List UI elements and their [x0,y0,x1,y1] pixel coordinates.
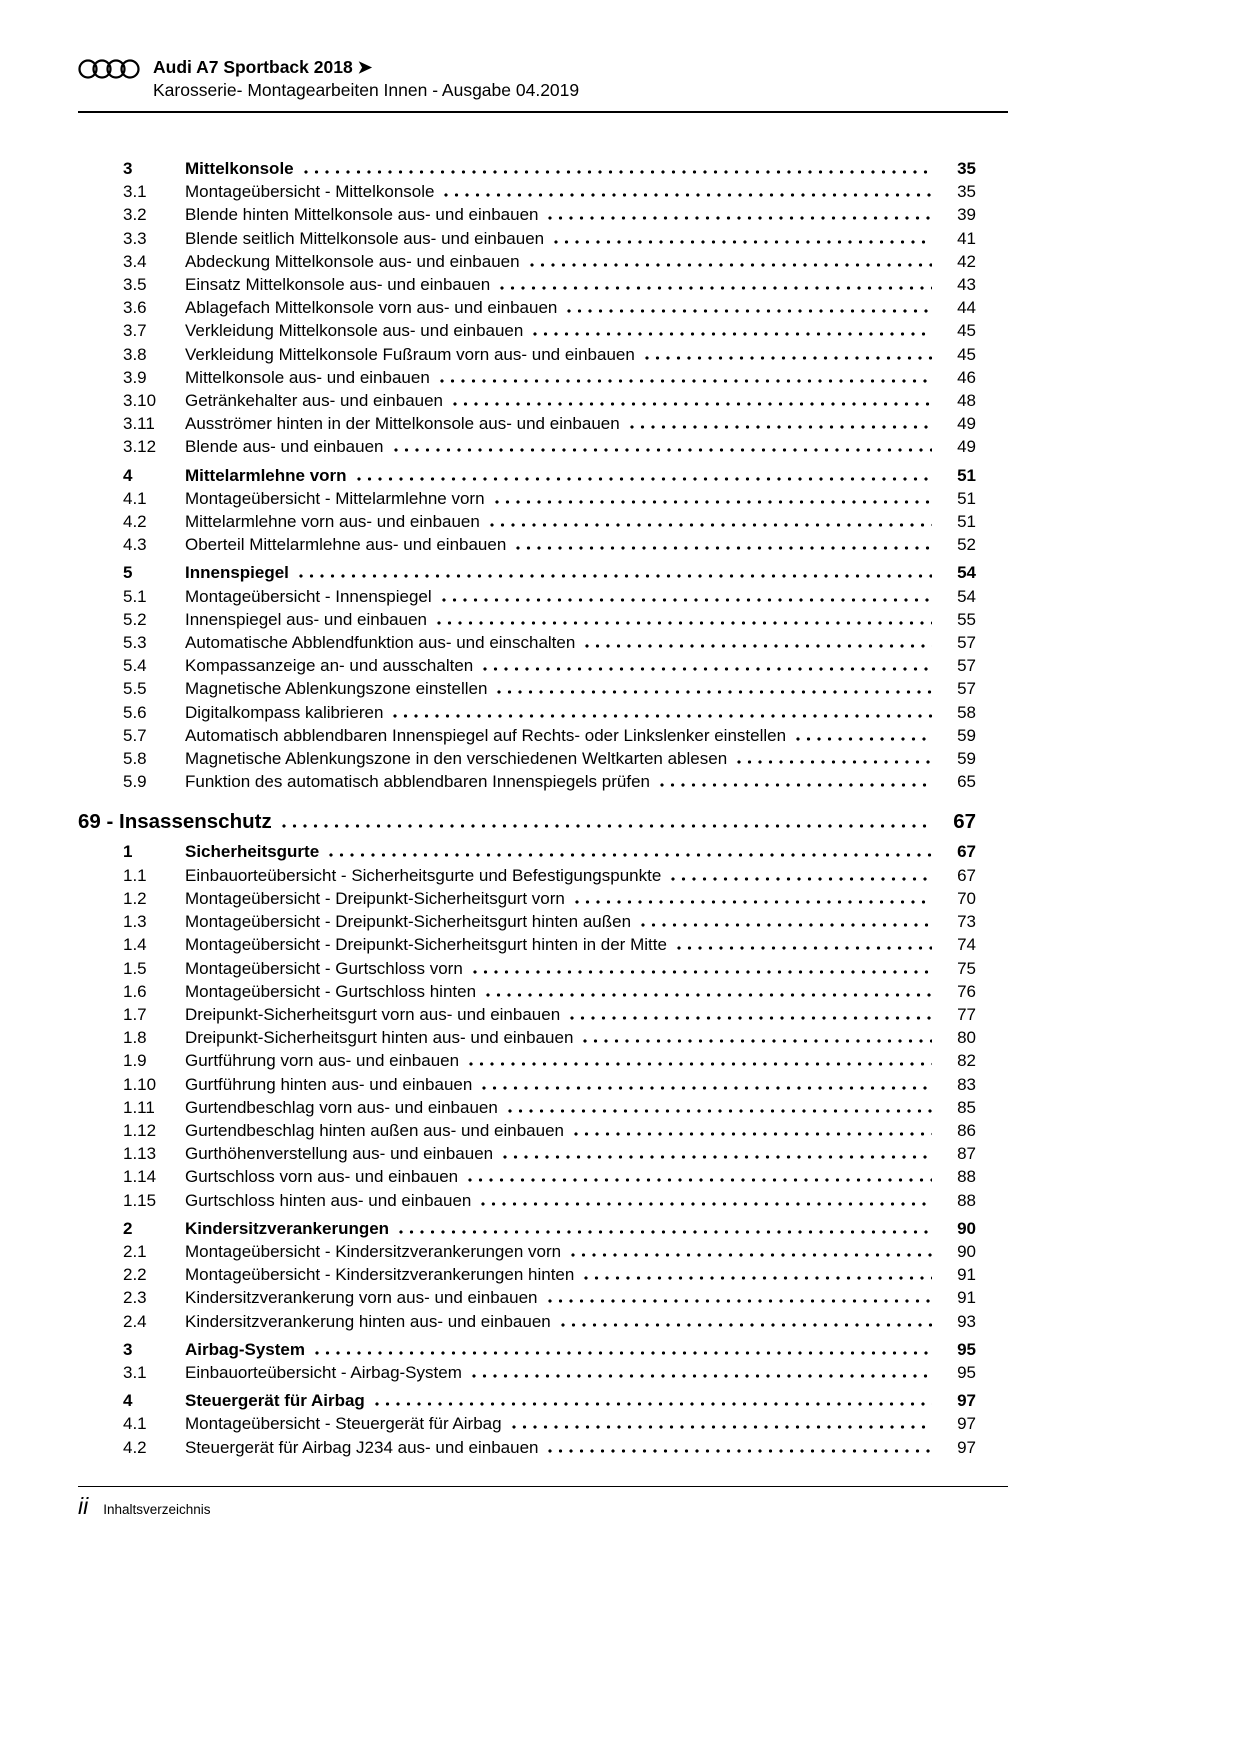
dot-leader [469,1062,932,1066]
entry-page-number: 55 [957,609,976,629]
toc-entry [78,561,1008,584]
entry-number: 5.3 [123,633,147,653]
toc-entry [78,809,1008,835]
entry-number: 5.8 [123,749,147,769]
entry-number: 3.9 [123,367,147,387]
toc-entry [78,1189,1008,1212]
entry-page-number: 95 [957,1362,976,1382]
entry-number: 1.5 [123,958,147,978]
dot-leader [473,970,932,974]
entry-title: Blende seitlich Mittelkonsole aus- und einbauen [185,228,545,248]
entry-number: 5.5 [123,679,147,699]
entry-number: 1.1 [123,865,147,885]
dot-leader [512,1425,932,1429]
dot-leader [437,621,932,625]
entry-page-number: 82 [957,1051,976,1071]
page-content [78,56,1008,1459]
entry-title: Ablagefach Mittelkonsole vorn aus- und einbauen [185,298,558,318]
dot-leader [500,286,932,290]
dot-leader [548,1449,932,1453]
footer-page-number: ii [78,1493,89,1519]
entry-number: 1.12 [123,1120,157,1140]
entry-number: 4.2 [123,512,147,532]
dot-leader [645,356,932,360]
toc-entry [78,1165,1008,1188]
entry-page-number: 54 [957,586,976,606]
toc-entry [78,412,1008,435]
entry-page-number: 67 [957,842,976,862]
dot-leader [282,824,932,828]
entry-title: Mittelkonsole [185,159,294,178]
entry-title: Montageübersicht - Kindersitzverankerungen vorn [185,1241,562,1261]
entry-title: Oberteil Mittelarmlehne aus- und einbauen [185,535,507,555]
entry-title: Dreipunkt-Sicherheitsgurt hinten aus- und einbauen [185,1028,574,1048]
dot-leader [641,923,932,927]
toc-entry [78,1412,1008,1435]
entry-page-number: 42 [957,251,976,271]
entry-number: 1 [123,842,133,862]
dot-leader [561,1323,932,1327]
toc-entry [78,1096,1008,1119]
toc-entry [78,1217,1008,1240]
entry-page-number: 80 [957,1028,976,1048]
toc-entry [78,435,1008,458]
entry-page-number: 90 [957,1241,976,1261]
table-of-contents [78,157,1008,1459]
entry-number: 3.3 [123,228,147,248]
entry-number: 2 [123,1218,133,1238]
entry-title: Innenspiegel aus- und einbauen [185,609,427,629]
toc-entry [78,1263,1008,1286]
entry-title: Blende aus- und einbauen [185,437,384,457]
entry-number: 5.2 [123,609,147,629]
toc-entry [78,1119,1008,1142]
page-footer [78,1486,1008,1518]
entry-number: 4.2 [123,1437,147,1457]
header-model-title: Audi A7 Sportback 2018 ➤ [153,57,373,77]
entry-page-number: 67 [953,810,976,834]
entry-title: Abdeckung Mittelkonsole aus- und einbauen [185,251,520,271]
entry-page-number: 97 [957,1414,976,1434]
entry-title: Mittelarmlehne vorn [185,465,347,485]
entry-number: 4 [123,1391,133,1411]
entry-number: 3.7 [123,321,147,341]
entry-number: 3.6 [123,298,147,318]
entry-title: Steuergerät für Airbag J234 aus- und einbauen [185,1437,539,1457]
dot-leader [630,425,932,429]
entry-page-number: 49 [957,437,976,457]
entry-page-number: 59 [957,725,976,745]
entry-title: Digitalkompass kalibrieren [185,702,384,722]
toc-entry [78,1073,1008,1096]
dot-leader [571,1253,932,1257]
entry-number: 5.1 [123,586,147,606]
page-header [78,56,1008,113]
toc-entry [78,533,1008,556]
entry-page-number: 77 [957,1004,976,1024]
entry-number: 3.1 [123,182,147,202]
toc-entry [78,1003,1008,1026]
entry-page-number: 35 [957,182,976,202]
dot-leader [530,263,932,267]
entry-page-number: 88 [957,1190,976,1210]
toc-entry [78,957,1008,980]
toc-entry [78,1049,1008,1072]
dot-leader [677,946,932,950]
dot-leader [329,853,932,857]
entry-title: Kindersitzverankerung vorn aus- und einbauen [185,1288,538,1308]
entry-number: 1.2 [123,888,147,908]
dot-leader [575,900,932,904]
entry-title: Mittelarmlehne vorn aus- und einbauen [185,512,480,532]
dot-leader [486,993,932,997]
toc-entry [78,180,1008,203]
entry-page-number: 91 [957,1265,976,1285]
entry-page-number: 41 [957,228,976,248]
toc-entry [78,1286,1008,1309]
entry-number: 1.4 [123,935,147,955]
dot-leader [482,1086,932,1090]
entry-title: Kindersitzverankerungen [185,1218,390,1238]
entry-title: Ausströmer hinten in der Mittelkonsole aus- und einbauen [185,414,620,434]
entry-title: Mittelkonsole aus- und einbauen [185,367,430,387]
dot-leader [533,332,932,336]
dot-leader [357,477,932,481]
entry-title: Automatische Abblendfunktion aus- und einschalten [185,633,576,653]
entry-number: 5.6 [123,702,147,722]
entry-page-number: 46 [957,367,976,387]
entry-page-number: 49 [957,414,976,434]
toc-entry [78,227,1008,250]
entry-number: 1.8 [123,1028,147,1048]
toc-entry [78,770,1008,793]
entry-page-number: 75 [957,958,976,978]
entry-title: Einbauorteübersicht - Airbag-System [185,1362,462,1382]
entry-title: Sicherheitsgurte [185,842,320,862]
entry-page-number: 88 [957,1167,976,1187]
dot-leader [393,714,932,718]
toc-entry [78,701,1008,724]
entry-number: 1.13 [123,1144,157,1164]
entry-number: 1.3 [123,912,147,932]
entry-page-number: 73 [957,912,976,932]
dot-leader [585,644,932,648]
dot-leader [299,574,932,578]
entry-title: Montageübersicht - Dreipunkt-Sicherheitsgurt hinten in der Mitte [185,935,667,955]
dot-leader [548,216,932,220]
entry-title: Gurthöhenverstellung aus- und einbauen [185,1144,494,1164]
header-manual-subtitle: Karosserie- Montagearbeiten Innen - Ausgabe 04.2019 [153,80,580,100]
entry-page-number: 65 [957,772,976,792]
entry-title: Magnetische Ablenkungszone in den verschiedenen Weltkarten ablesen [185,749,728,769]
entry-title: Kindersitzverankerung hinten aus- und einbauen [185,1311,551,1331]
entry-title: Montageübersicht - Innenspiegel [185,586,432,606]
entry-number: 5.4 [123,656,147,676]
entry-page-number: 91 [957,1288,976,1308]
entry-title: Kompassanzeige an- und ausschalten [185,656,474,676]
entry-title: Gurtendbeschlag hinten außen aus- und einbauen [185,1120,565,1140]
toc-entry [78,864,1008,887]
entry-title: Einsatz Mittelkonsole aus- und einbauen [185,275,491,295]
entry-page-number: 83 [957,1074,976,1094]
toc-entry [78,366,1008,389]
toc-entry [78,1389,1008,1412]
entry-number: 2.3 [123,1288,147,1308]
entry-page-number: 97 [957,1391,976,1411]
toc-entry [78,933,1008,956]
entry-page-number: 95 [957,1339,976,1359]
dot-leader [583,1039,932,1043]
entry-number: 2.1 [123,1241,147,1261]
dot-leader [503,1155,932,1159]
entry-number: 3 [123,1339,133,1359]
dot-leader [796,737,932,741]
toc-entry [78,585,1008,608]
toc-entry [78,1436,1008,1459]
dot-leader [584,1276,932,1280]
entry-number: 1.9 [123,1051,147,1071]
toc-entry [78,1142,1008,1165]
toc-entry [78,296,1008,319]
dot-leader [497,690,932,694]
entry-page-number: 90 [957,1218,976,1238]
dot-leader [567,309,932,313]
toc-entry [78,510,1008,533]
entry-number: 1.14 [123,1167,157,1187]
entry-number: 3.11 [123,414,155,434]
entry-page-number: 48 [957,391,976,411]
entry-number: 3 [123,159,133,178]
entry-number: 4.1 [123,1414,147,1434]
entry-number: 1.15 [123,1190,157,1210]
entry-title: Dreipunkt-Sicherheitsgurt vorn aus- und einbauen [185,1004,561,1024]
entry-title: Montageübersicht - Steuergerät für Airbag [185,1414,502,1434]
entry-page-number: 57 [957,679,976,699]
entry-page-number: 51 [957,512,976,532]
toc-entry [78,840,1008,863]
dot-leader [304,170,932,174]
entry-page-number: 51 [957,488,976,508]
entry-page-number: 93 [957,1311,976,1331]
dot-leader [548,1299,932,1303]
dot-leader [570,1016,932,1020]
entry-title: Airbag-System [185,1339,305,1359]
toc-entry [78,1240,1008,1263]
entry-title: Gurtführung hinten aus- und einbauen [185,1074,473,1094]
dot-leader [671,877,932,881]
entry-number: 3.4 [123,251,147,271]
entry-page-number: 44 [957,298,976,318]
entry-page-number: 39 [957,205,976,225]
entry-number: 3.5 [123,275,147,295]
entry-page-number: 52 [957,535,976,555]
dot-leader [472,1374,932,1378]
toc-entry [78,1338,1008,1361]
entry-title: Funktion des automatisch abblendbaren Innenspiegels prüfen [185,772,650,792]
toc-entry [78,980,1008,1003]
entry-number: 3.2 [123,205,147,225]
entry-title: Gurtendbeschlag vorn aus- und einbauen [185,1097,498,1117]
entry-number: 4 [123,465,133,485]
entry-number: 3.10 [123,391,157,411]
entry-number: 1.6 [123,981,147,1001]
dot-leader [660,783,932,787]
entry-number: 2.4 [123,1311,147,1331]
dot-leader [483,667,932,671]
header-text [153,56,579,102]
entry-number: 2.2 [123,1265,147,1285]
entry-title: Einbauorteübersicht - Sicherheitsgurte und Befestigungspunkte [185,865,662,885]
entry-title: Verkleidung Mittelkonsole aus- und einbauen [185,321,524,341]
dot-leader [399,1230,932,1234]
entry-number: 1.11 [123,1097,155,1117]
dot-leader [495,500,932,504]
toc-entry [78,724,1008,747]
toc-entry [78,887,1008,910]
entry-page-number: 87 [957,1144,976,1164]
toc-entry [78,250,1008,273]
entry-page-number: 45 [957,321,976,341]
toc-entry [78,677,1008,700]
entry-title: Montageübersicht - Dreipunkt-Sicherheitsgurt vorn [185,888,565,908]
entry-number: 4.3 [123,535,147,555]
entry-number: 5 [123,563,133,583]
entry-number: 3.1 [123,1362,147,1382]
entry-page-number: 76 [957,981,976,1001]
entry-title: Innenspiegel [185,563,289,583]
entry-title: Gurtschloss hinten aus- und einbauen [185,1190,472,1210]
entry-page-number: 70 [957,888,976,908]
dot-leader [490,523,932,527]
dot-leader [468,1178,932,1182]
footer-section-label: Inhaltsverzeichnis [103,1502,211,1517]
entry-title: Montageübersicht - Gurtschloss hinten [185,981,477,1001]
toc-entry [78,157,1008,180]
entry-page-number: 35 [957,159,976,178]
entry-title: Montageübersicht - Gurtschloss vorn [185,958,463,978]
entry-page-number: 67 [957,865,976,885]
entry-page-number: 85 [957,1097,976,1117]
dot-leader [481,1202,932,1206]
entry-page-number: 57 [957,633,976,653]
entry-title: Gurtführung vorn aus- und einbauen [185,1051,460,1071]
entry-page-number: 45 [957,344,976,364]
toc-entry [78,203,1008,226]
entry-page-number: 59 [957,749,976,769]
toc-entry [78,631,1008,654]
entry-title: Automatisch abblendbaren Innenspiegel auf Rechts- oder Linkslenker einstellen [185,725,787,745]
dot-leader [574,1132,932,1136]
entry-title: Getränkehalter aus- und einbauen [185,391,444,411]
entry-title: Gurtschloss vorn aus- und einbauen [185,1167,459,1187]
dot-leader [554,240,932,244]
entry-number: 1.7 [123,1004,147,1024]
entry-number: 4.1 [123,488,147,508]
toc-entry [78,464,1008,487]
entry-page-number: 51 [957,465,976,485]
dot-leader [394,448,933,452]
dot-leader [440,379,932,383]
dot-leader [375,1402,932,1406]
toc-entry [78,487,1008,510]
entry-title: 69 - Insassenschutz [78,810,272,834]
entry-title: Montageübersicht - Kindersitzverankerungen hinten [185,1265,575,1285]
dot-leader [508,1109,932,1113]
entry-number: 3.8 [123,344,147,364]
entry-number: 3.12 [123,437,157,457]
dot-leader [442,598,932,602]
entry-page-number: 74 [957,935,976,955]
toc-entry [78,747,1008,770]
toc-entry [78,608,1008,631]
toc-entry [78,1361,1008,1384]
entry-page-number: 58 [957,702,976,722]
toc-entry [78,1310,1008,1333]
entry-title: Montageübersicht - Dreipunkt-Sicherheitsgurt hinten außen [185,912,632,932]
entry-number: 5.9 [123,772,147,792]
dot-leader [453,402,932,406]
entry-number: 1.10 [123,1074,157,1094]
entry-page-number: 57 [957,656,976,676]
dot-leader [315,1351,932,1355]
dot-leader [516,546,932,550]
toc-entry [78,319,1008,342]
entry-title: Magnetische Ablenkungszone einstellen [185,679,488,699]
entry-title: Verkleidung Mittelkonsole Fußraum vorn aus- und einbauen [185,344,635,364]
dot-leader [737,760,932,764]
entry-page-number: 86 [957,1120,976,1140]
entry-title: Montageübersicht - Mittelkonsole [185,182,435,202]
toc-entry [78,389,1008,412]
toc-entry [78,910,1008,933]
entry-page-number: 97 [957,1437,976,1457]
toc-entry [78,273,1008,296]
entry-title: Steuergerät für Airbag [185,1391,365,1411]
dot-leader [444,193,932,197]
audi-rings-icon [78,58,140,85]
entry-number: 5.7 [123,725,147,745]
toc-entry [78,343,1008,366]
toc-entry [78,1026,1008,1049]
entry-title: Blende hinten Mittelkonsole aus- und einbauen [185,205,539,225]
toc-entry [78,654,1008,677]
entry-page-number: 54 [957,563,976,583]
entry-title: Montageübersicht - Mittelarmlehne vorn [185,488,485,508]
entry-page-number: 43 [957,275,976,295]
